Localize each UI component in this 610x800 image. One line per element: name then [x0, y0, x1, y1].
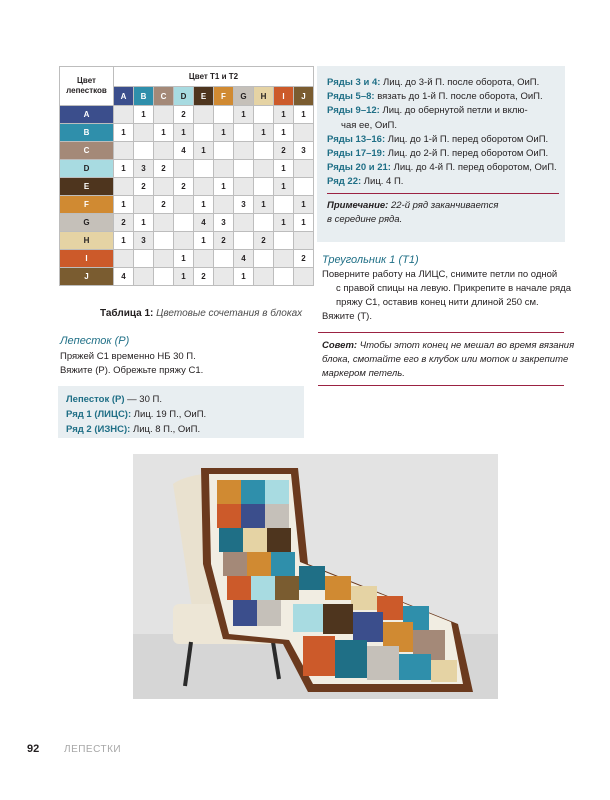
petal-box-l1-bold: Лепесток (P) [66, 394, 125, 405]
table-row [60, 214, 314, 232]
table-header: Цвет Т1 и Т2 [114, 67, 314, 87]
table-cell: 1 [274, 106, 294, 124]
table-row [60, 196, 314, 214]
table-cell [154, 268, 174, 286]
table-cell [274, 250, 294, 268]
pattern-row-text: Лиц. до 2-й П. перед оборотом ОиП. [385, 148, 549, 160]
column-header: F [214, 87, 234, 106]
table-cell [154, 250, 174, 268]
table-cell [254, 250, 274, 268]
pattern-row-text: Лиц. 4 П. [361, 176, 404, 188]
table-cell: 1 [174, 124, 194, 142]
rows-pattern-box [317, 66, 565, 242]
rows-list [317, 66, 565, 190]
tip-bottom-rule [318, 385, 564, 386]
table-cell: 1 [274, 178, 294, 196]
row-label: G [60, 214, 114, 232]
note-label: Примечание: [327, 200, 389, 211]
pattern-row-text: Лиц. до 4-й П. перед оборотом, ОиП. [390, 162, 557, 174]
pattern-row-line [327, 119, 565, 133]
table-cell: 2 [174, 178, 194, 196]
pattern-row-text: Лиц. до обернутой петли и вклю- [379, 105, 528, 117]
table-cell [214, 268, 234, 286]
table-cell [254, 106, 274, 124]
table-cell: 2 [114, 214, 134, 232]
table-cell [134, 124, 154, 142]
table-cell [194, 124, 214, 142]
table-cell [134, 142, 154, 160]
petal-box-l2-rest: Лиц. 19 П., ОиП. [131, 409, 207, 420]
row-label: A [60, 106, 114, 124]
triangle-heading: Треугольник 1 (T1) [322, 254, 419, 266]
table-cell [254, 178, 274, 196]
table-cell [114, 178, 134, 196]
tip-line-1 [322, 339, 574, 353]
petal-box-line-2 [66, 407, 304, 422]
table-cell [214, 196, 234, 214]
table-cell [234, 124, 254, 142]
table-cell: 1 [294, 196, 314, 214]
column-header: H [254, 87, 274, 106]
table-cell [294, 178, 314, 196]
pattern-row-text: Лиц. до 1-й П. перед оборотом ОиП. [385, 133, 549, 145]
pattern-row-line [327, 147, 565, 161]
pattern-row-line [327, 161, 565, 175]
table-cell: 2 [174, 106, 194, 124]
table-cell: 3 [134, 232, 154, 250]
table-cell: 1 [194, 142, 214, 160]
pattern-row-label: Ряды 9–12: [327, 105, 380, 117]
table-cell [194, 160, 214, 178]
note-line-1 [327, 199, 498, 213]
pattern-row-label: Ряд 22: [327, 176, 362, 188]
table-cell: 1 [174, 250, 194, 268]
petal-para-1: Пряжей C1 временно НБ 30 П. [60, 351, 196, 362]
note-line-2: в середине ряда. [327, 214, 403, 225]
table-cell: 2 [274, 142, 294, 160]
column-header: I [274, 87, 294, 106]
table-cell: 1 [274, 124, 294, 142]
petal-heading: Лепесток (P) [60, 335, 130, 347]
table-row [60, 106, 314, 124]
table-cell: 2 [154, 160, 174, 178]
table-cell [254, 214, 274, 232]
caption-text: Цветовые сочетания в блоках [156, 308, 303, 319]
table-cell: 1 [274, 160, 294, 178]
table-cell [134, 250, 154, 268]
table-cell: 2 [214, 232, 234, 250]
table-cell: 2 [154, 196, 174, 214]
table-cell: 1 [134, 106, 154, 124]
table-row [60, 232, 314, 250]
table-cell: 1 [234, 268, 254, 286]
pattern-row-text: вязать до 1-й П. после оборота, ОиП. [374, 91, 543, 103]
table-cell: 1 [294, 106, 314, 124]
pattern-row-label: Ряды 3 и 4: [327, 77, 381, 88]
table-cell [294, 160, 314, 178]
petal-box-l2-bold: Ряд 1 (ЛИЦС): [66, 409, 132, 420]
table-cell: 1 [114, 160, 134, 178]
triangle-para-3: пряжу C1, оставив конец нити длиной 250 см. [336, 297, 539, 308]
table-cell [274, 196, 294, 214]
table-cell: 3 [214, 214, 234, 232]
table-cell [234, 214, 254, 232]
pattern-row-label: Ряды 5–8: [327, 91, 375, 103]
table-cell: 2 [134, 178, 154, 196]
corner-line1: Цвет [77, 76, 96, 85]
table-cell: 1 [194, 196, 214, 214]
tip-top-rule [318, 332, 564, 333]
table-cell [114, 250, 134, 268]
table-cell: 1 [114, 124, 134, 142]
column-header: E [194, 87, 214, 106]
table-cell [174, 160, 194, 178]
table-cell [194, 178, 214, 196]
row-label: C [60, 142, 114, 160]
table-cell [214, 106, 234, 124]
pattern-row-text: чая ее, ОиП. [341, 119, 398, 131]
table-cell: 4 [194, 214, 214, 232]
table-cell [174, 214, 194, 232]
table-cell [114, 142, 134, 160]
tip-line-2: блока, смотайте его в клубок или моток и закрепите [322, 354, 569, 365]
table-cell: 1 [254, 196, 274, 214]
table-cell: 3 [294, 142, 314, 160]
column-header: C [154, 87, 174, 106]
table-row [60, 250, 314, 268]
table-row [60, 268, 314, 286]
table-cell: 4 [234, 250, 254, 268]
pattern-row-line [327, 90, 565, 104]
table-cell: 3 [134, 160, 154, 178]
row-label: B [60, 124, 114, 142]
table-cell [154, 178, 174, 196]
pattern-row-label: Ряды 13–16: [327, 133, 386, 145]
row-label: I [60, 250, 114, 268]
table-cell: 1 [234, 106, 254, 124]
pattern-row-label: Ряды 20 и 21: [327, 162, 391, 174]
pattern-row-line [327, 104, 565, 118]
row-label: F [60, 196, 114, 214]
petal-para-2: Вяжите (P). Обрежьте пряжу C1. [60, 365, 204, 376]
table-cell: 1 [214, 178, 234, 196]
triangle-para-4: Вяжите (T). [322, 311, 372, 322]
table-body [60, 106, 314, 286]
table-row [60, 124, 314, 142]
table-cell [214, 250, 234, 268]
table-cell: 1 [294, 214, 314, 232]
color-table [59, 66, 314, 286]
table-cell [194, 250, 214, 268]
pattern-row-line [327, 133, 565, 147]
row-label: J [60, 268, 114, 286]
table-cell: 1 [254, 124, 274, 142]
petal-box-line-1 [66, 392, 304, 407]
petal-box-l1-rest: — 30 П. [124, 394, 162, 405]
table-cell [294, 124, 314, 142]
table-cell [134, 196, 154, 214]
blanket-chair-photo [133, 454, 498, 699]
table-corner-label [60, 67, 114, 106]
table-cell [194, 106, 214, 124]
tip-line-3: маркером петель. [322, 368, 405, 379]
table-cell: 1 [134, 214, 154, 232]
pattern-row-text: Лиц. до 3-й П. после оборота, ОиП. [380, 77, 540, 88]
table-cell [234, 232, 254, 250]
row-label: E [60, 178, 114, 196]
tip-text-1: Чтобы этот конец не мешал во время вязания [357, 340, 575, 351]
table-cell [214, 142, 234, 160]
table-cell [114, 106, 134, 124]
table-row [60, 178, 314, 196]
table-cell: 1 [114, 232, 134, 250]
triangle-para-2: с правой спицы на левую. Прикрепите в начале ряда [336, 283, 571, 294]
row-label: H [60, 232, 114, 250]
table-cell: 1 [214, 124, 234, 142]
table-cell [134, 268, 154, 286]
table-cell [294, 232, 314, 250]
table-cell: 1 [194, 232, 214, 250]
table-row [60, 142, 314, 160]
table-cell: 2 [294, 250, 314, 268]
triangle-para-1: Поверните работу на ЛИЦС, снимите петли по одной [322, 269, 558, 280]
caption-label: Таблица 1: [100, 308, 154, 319]
pattern-row-label: Ряды 17–19: [327, 148, 386, 160]
petal-box-l3-bold: Ряд 2 (ИЗНС): [66, 424, 131, 435]
note-top-rule [327, 193, 559, 194]
table-cell [254, 142, 274, 160]
table-cell: 4 [174, 142, 194, 160]
column-header: G [234, 87, 254, 106]
pattern-row-line [327, 175, 565, 189]
column-header: A [114, 87, 134, 106]
table-cell [154, 142, 174, 160]
table-cell: 1 [114, 196, 134, 214]
corner-line2: лепестков [66, 86, 107, 95]
table-cell [214, 160, 234, 178]
table-cell [274, 232, 294, 250]
table-cell [154, 232, 174, 250]
table-cell [294, 268, 314, 286]
table-cell: 4 [114, 268, 134, 286]
section-title: ЛЕПЕСТКИ [64, 744, 122, 755]
column-header: J [294, 87, 314, 106]
note-text-1: 22-й ряд заканчивается [388, 200, 499, 211]
table-cell [234, 142, 254, 160]
table-cell: 1 [274, 214, 294, 232]
table-cell [254, 160, 274, 178]
table-cell: 2 [254, 232, 274, 250]
page-number: 92 [27, 743, 40, 755]
table-cell [274, 268, 294, 286]
column-header: D [174, 87, 194, 106]
table-cell [254, 268, 274, 286]
table-cell [234, 178, 254, 196]
table-cell: 1 [174, 268, 194, 286]
tip-label: Совет: [322, 340, 358, 351]
petal-box-line-3 [66, 422, 304, 437]
pattern-row-line [327, 76, 565, 90]
table-cell [234, 160, 254, 178]
table-cell [174, 232, 194, 250]
row-label: D [60, 160, 114, 178]
table-caption [100, 308, 302, 319]
petal-pattern-box [58, 386, 304, 438]
table-cell [154, 214, 174, 232]
column-header: B [134, 87, 154, 106]
table-cell: 1 [154, 124, 174, 142]
table-cell [174, 196, 194, 214]
table-cell: 3 [234, 196, 254, 214]
petal-box-l3-rest: Лиц. 8 П., ОиП. [130, 424, 201, 435]
table-row [60, 160, 314, 178]
table-cell: 2 [194, 268, 214, 286]
table-cell [154, 106, 174, 124]
